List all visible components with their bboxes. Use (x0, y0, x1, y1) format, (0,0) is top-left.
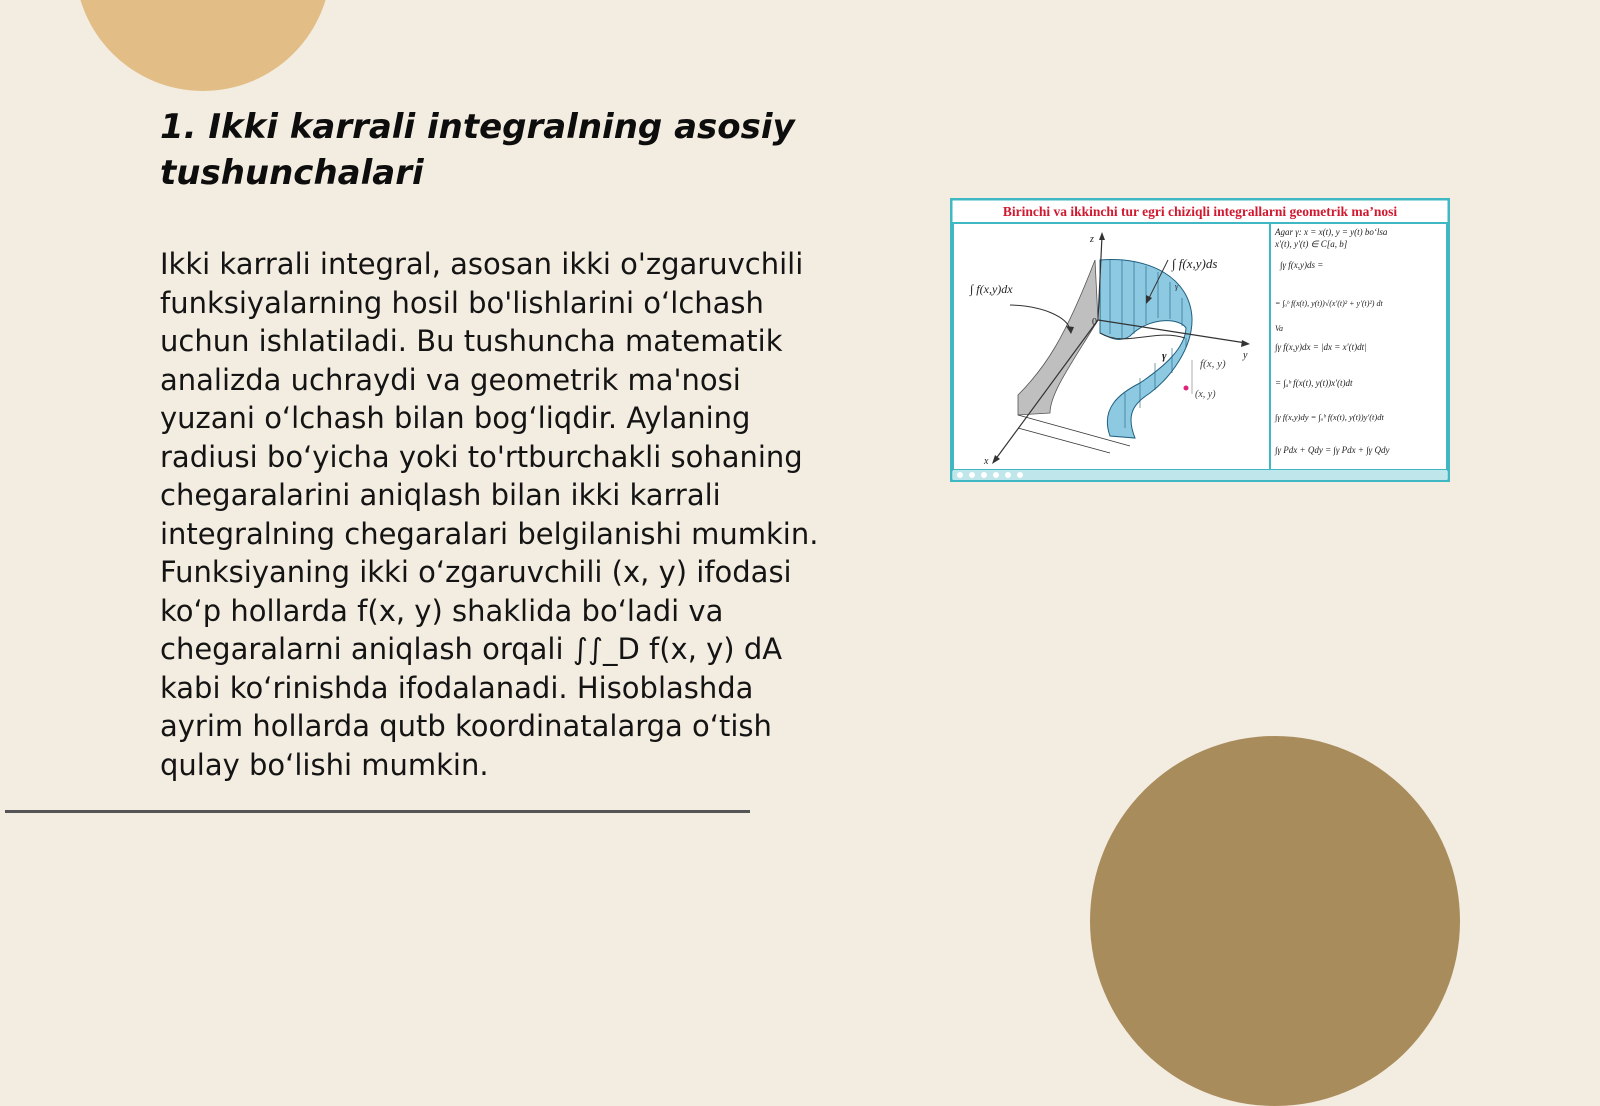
formula-line: Agar γ: x = x(t), y = y(t) bo‘lsa (1275, 227, 1388, 237)
decorative-circle-top (75, 0, 331, 91)
slide-title: 1. Ikki karrali integralning asosiy tushunchalari (160, 107, 795, 193)
figure-header: Birinchi va ikkinchi tur egri chiziqli integrallarni geometrik ma’nosi (1002, 204, 1398, 219)
axis-y-label: y (1243, 350, 1248, 361)
divider-line (5, 810, 750, 813)
slide-body-text: Ikki karrali integral, asosan ikki o'zgaruvchili funksiyalarning hosil bo'lishlarini o‘lchash uchun ishlatiladi. Bu tushuncha matematik analizda uchraydi va geometrik ma'nosi yuzani o‘lchash bilan bog‘liqdir. Aylaning radiusi bo‘yicha yoki to'rtburchakli sohaning chegaralarini aniqlash bilan ikki karrali integralning chegaralari belgilanishi mumkin. Funksiyaning ikki o‘zgaruvchili (x, y) ifodasi ko‘p hollarda f(x, y) shaklida bo‘ladi va chegaralarni aniqlash orqali ∫∫_D f(x, y) dA kabi ko‘rinishda ifodalanadi. Hisoblashda ayrim hollarda qutb koordinatalarga o‘tish qulay bo‘lishi mumkin. (160, 247, 819, 782)
integral-figure (950, 198, 1450, 482)
formula-line: ∫γ Pdx + Qdy = ∫γ Pdx + ∫γ Qdy (1275, 445, 1390, 455)
formula-line: ∫γ f(x,y)ds = (1280, 260, 1324, 270)
decorative-circle-bottom (1090, 736, 1460, 1106)
formula-line: x′(t), y′(t) ∈ C[a, b] (1275, 239, 1348, 249)
label-fxy: f(x, y) (1200, 358, 1226, 370)
axis-origin-label: 0 (1092, 317, 1097, 328)
formula-line: = ∫ₐᵇ f(x(t), y(t))√(x′(t)² + y′(t)²) dt (1275, 299, 1383, 308)
label-xy: (x, y) (1195, 389, 1216, 400)
formula-line: ∫γ f(x,y)dx = |dx = x′(t)dt| (1275, 342, 1367, 352)
formula-line: Va (1275, 324, 1283, 333)
axis-x-label: x (984, 456, 989, 467)
formula-line: ∫γ f(x,y)dy = ∫ₐᵇ f(x(t), y(t))y′(t)dt (1275, 412, 1384, 422)
formula-line: = ∫ₐᵇ f(x(t), y(t))x′(t)dt (1275, 378, 1353, 388)
axis-z-label: z (1090, 234, 1094, 245)
label-sub-gamma: γ (1175, 282, 1179, 291)
label-fds: ∫ f(x,y)ds (1172, 256, 1218, 271)
label-fdx: ∫ f(x,y)dx (970, 282, 1013, 296)
label-gamma: γ (1162, 350, 1167, 362)
point-marker (1184, 386, 1189, 391)
